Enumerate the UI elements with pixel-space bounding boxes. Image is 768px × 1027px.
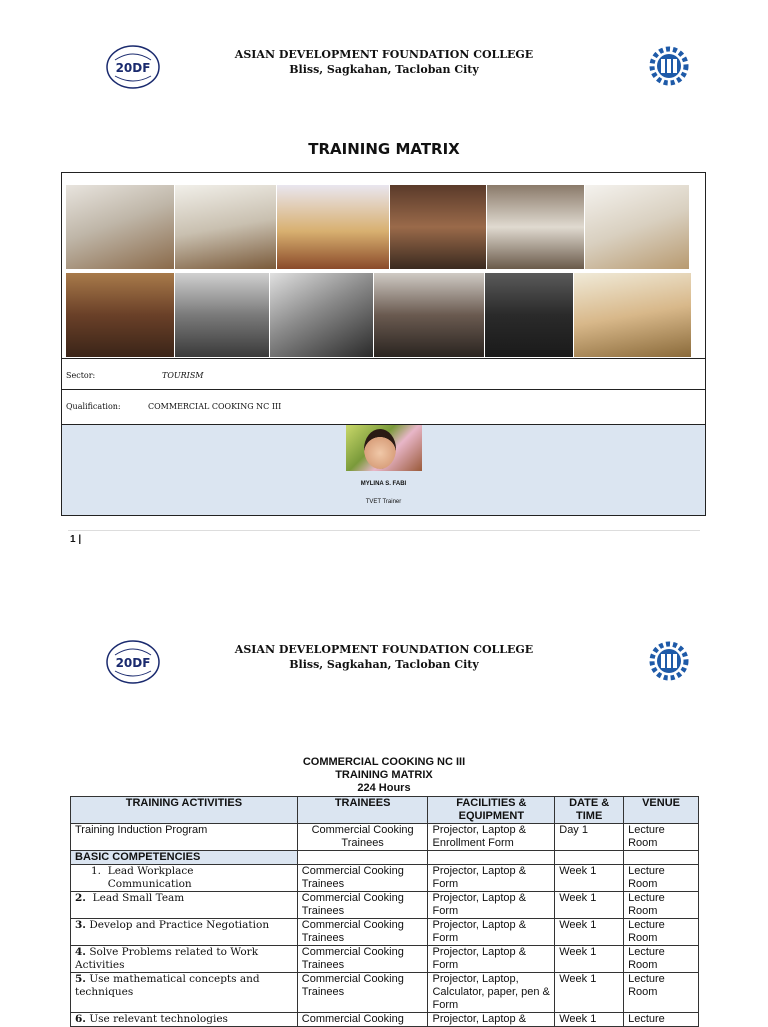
activity-text: Use mathematical concepts and techniques — [75, 973, 260, 998]
photo-chef-meeting — [374, 273, 484, 357]
page1-header — [0, 44, 768, 104]
table-row — [71, 946, 699, 973]
table-row — [71, 919, 699, 946]
venue-cell: Lecture Room — [624, 892, 699, 919]
table-row — [71, 892, 699, 919]
activity-text: Solve Problems related to Work Activities — [75, 946, 259, 971]
section-label: BASIC COMPETENCIES — [71, 851, 298, 865]
divider-qualification — [62, 389, 705, 390]
venue-cell: Lecture Room — [624, 946, 699, 973]
photo-calculator — [270, 273, 373, 357]
row-number: 5. — [75, 973, 86, 985]
activity-text: Lead Small Team — [92, 892, 185, 904]
date-cell: Week 1 — [555, 946, 624, 973]
facilities-cell: Projector, Laptop & Form — [428, 865, 555, 892]
table-row — [71, 824, 699, 851]
trainees-cell: Commercial Cooking — [297, 1013, 428, 1027]
photo-buffet — [390, 185, 486, 269]
tesda-gear-logo-icon — [640, 641, 698, 681]
header-date-time: DATE & TIME — [555, 797, 624, 824]
photo-chef-plating — [585, 185, 689, 269]
cover-box — [61, 172, 706, 516]
header-facilities: FACILITIES & EQUIPMENT — [428, 797, 555, 824]
matrix-title-line3: 224 Hours — [357, 782, 411, 794]
facilities-cell: Projector, Laptop & Form — [428, 892, 555, 919]
date-cell: Week 1 — [555, 892, 624, 919]
table-row — [71, 865, 699, 892]
venue-cell: Lecture Room — [624, 824, 699, 851]
college-name: ASIAN DEVELOPMENT FOUNDATION COLLEGE — [234, 643, 534, 656]
activity-cell — [71, 919, 298, 946]
photo-plated-dishes — [574, 273, 691, 357]
trainees-cell: Commercial Cooking Trainees — [297, 892, 428, 919]
photo-chefs-group — [175, 185, 276, 269]
qualification-value: COMMERCIAL COOKING NC III — [148, 402, 282, 411]
row-number: 3. — [75, 919, 86, 931]
page-number: 1 | — [70, 534, 82, 545]
header-training-activities: TRAINING ACTIVITIES — [71, 797, 298, 824]
page-title: TRAINING MATRIX — [308, 140, 460, 158]
trainees-cell: Commercial Cooking Trainees — [297, 865, 428, 892]
row-number: 6. — [75, 1013, 86, 1025]
row-number: 2. — [75, 892, 86, 904]
photo-dining-hall — [66, 273, 174, 357]
divider-sector — [62, 358, 705, 359]
photo-row-1 — [66, 185, 690, 269]
venue-cell: Lecture Room — [624, 865, 699, 892]
college-address: Bliss, Sagkahan, Tacloban City — [289, 63, 479, 76]
photo-chef-dark-kitchen — [485, 273, 573, 357]
photo-pastries — [277, 185, 389, 269]
row-number: 4. — [75, 946, 86, 958]
header-trainees: TRAINEES — [297, 797, 428, 824]
trainees-cell: Commercial Cooking Trainees — [297, 919, 428, 946]
matrix-title-line2: TRAINING MATRIX — [335, 769, 433, 781]
activity-text: Use relevant technologies — [89, 1013, 228, 1025]
tesda-gear-logo-icon — [640, 46, 698, 86]
activity-text: Lead Workplace Communication — [107, 865, 194, 890]
date-cell: Week 1 — [555, 865, 624, 892]
row-number: 1. — [91, 865, 102, 877]
trainees-cell: Commercial Cooking Trainees — [297, 946, 428, 973]
venue-cell: Lecture Room — [624, 919, 699, 946]
activity-cell — [71, 946, 298, 973]
qualification-label: Qualification: — [66, 402, 121, 411]
college-name: ASIAN DEVELOPMENT FOUNDATION COLLEGE — [234, 48, 534, 61]
trainer-area — [62, 425, 705, 515]
matrix-title — [0, 756, 768, 795]
table-header-row — [71, 797, 699, 824]
facilities-cell: Projector, Laptop, Calculator, paper, pen & Form — [428, 973, 555, 1013]
activity-cell — [71, 1013, 298, 1027]
header-venue: VENUE — [624, 797, 699, 824]
facilities-cell: Projector, Laptop & — [428, 1013, 555, 1027]
facilities-cell: Projector, Laptop & Form — [428, 946, 555, 973]
matrix-title-line1: COMMERCIAL COOKING NC III — [302, 756, 466, 768]
photo-chefs-cooking — [66, 185, 174, 269]
training-matrix-table — [70, 796, 699, 1027]
college-address: Bliss, Sagkahan, Tacloban City — [289, 658, 479, 671]
activity-cell — [71, 892, 298, 919]
trainer-name: MYLINA S. FABI — [360, 481, 407, 487]
date-cell: Week 1 — [555, 919, 624, 946]
date-cell: Week 1 — [555, 973, 624, 1013]
photo-row-2 — [66, 273, 692, 357]
activity-cell: Training Induction Program — [71, 824, 298, 851]
sector-value: TOURISM — [162, 371, 204, 380]
trainer-face — [364, 429, 396, 469]
svg-text:20DF: 20DF — [115, 61, 151, 75]
trainer-photo — [346, 425, 422, 471]
trainees-cell: Commercial Cooking Trainees — [297, 973, 428, 1013]
page2-header — [0, 639, 768, 699]
photo-office-people — [175, 273, 269, 357]
activity-cell — [71, 973, 298, 1013]
section-row — [71, 851, 699, 865]
facilities-cell: Projector, Laptop & Enrollment Form — [428, 824, 555, 851]
activity-cell — [71, 865, 298, 892]
date-cell: Week 1 — [555, 1013, 624, 1027]
sector-label: Sector: — [66, 371, 96, 380]
svg-text:20DF: 20DF — [115, 656, 151, 670]
page-footer-divider — [68, 530, 700, 531]
photo-kitchen-line — [487, 185, 584, 269]
table-row — [71, 973, 699, 1013]
trainees-cell: Commercial Cooking Trainees — [297, 824, 428, 851]
table-row — [71, 1013, 699, 1027]
venue-cell: Lecture — [624, 1013, 699, 1027]
trainer-role: TVET Trainer — [365, 499, 402, 505]
venue-cell: Lecture Room — [624, 973, 699, 1013]
facilities-cell: Projector, Laptop & Form — [428, 919, 555, 946]
activity-text: Develop and Practice Negotiation — [89, 919, 270, 931]
date-cell: Day 1 — [555, 824, 624, 851]
